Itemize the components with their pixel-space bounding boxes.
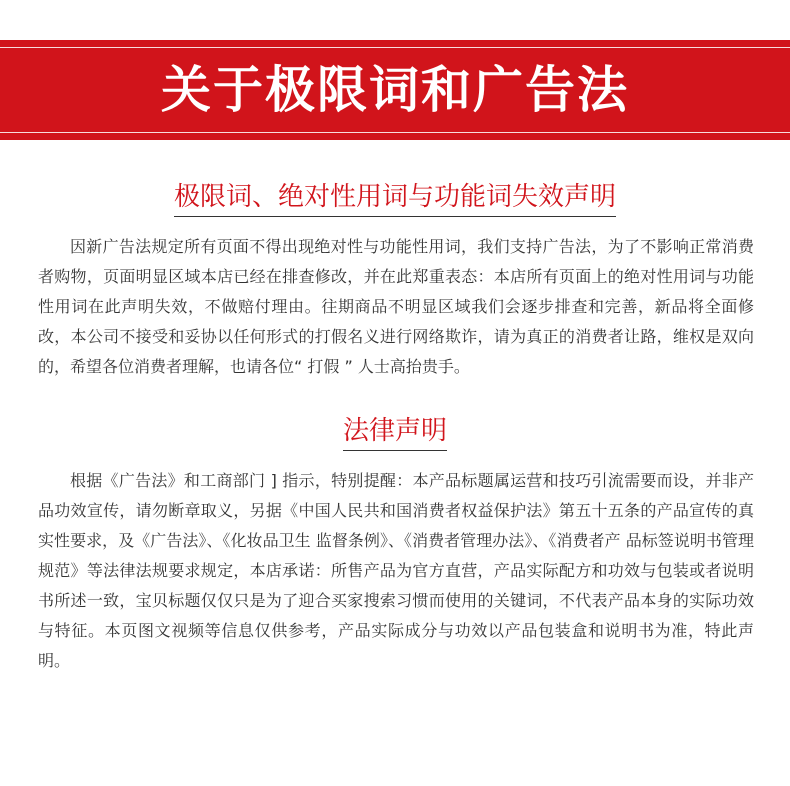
section-heading-legal [0,414,790,451]
legal-statement-paragraph: 根据《广告法》和工商部门 ] 指示，特别提醒：本产品标题属运营和技巧引流需要而设，并非产品功效宣传，请勿断章取义，另据《中国人民共和国消费者权益保护法》第五十五条的产品宣传的真实性要求，及《广告法》、《化妆品卫生 监督条例》、《消费者管理办法》、《消费者产 品标签说明书管理规范》等法律法规要求规定，本店承诺：所售产品为官方直营，产品实际配方和功效与包装或者说明书所述一致，宝贝标题仅仅只是为了迎合买家搜索习惯而使用的关键词，不代表产品本身的实际功效与特征。本页图文视频等信息仅供参考，产品实际成分与功效以产品包装盒和说明书为准，特此声明。 [38,471,754,670]
title-banner [0,40,790,140]
section-heading-invalidation-text: 极限词、绝对性用词与功能词失效声明 [174,180,616,217]
section-heading-legal-text: 法律声明 [343,414,447,451]
page-title: 关于极限词和广告法 [161,61,629,119]
section-heading-invalidation [0,180,790,217]
invalidation-statement-paragraph: 因新广告法规定所有页面不得出现绝对性与功能性用词，我们支持广告法，为了不影响正常消费者购物，页面明显区域本店已经在排查修改，并在此郑重表态：本店所有页面上的绝对性用词与功能性用词在此声明失效，不做赔付理由。往期商品不明显区域我们会逐步排查和完善，新品将全面修改，本公司不接受和妥协以任何形式的打假名义进行网络欺诈，请为真正的消费者让路，维权是双向的，希望各位消费者理解，也请各位“ 打假 ” 人士高抬贵手。 [38,237,754,376]
banner-bottom-rule [0,132,790,133]
